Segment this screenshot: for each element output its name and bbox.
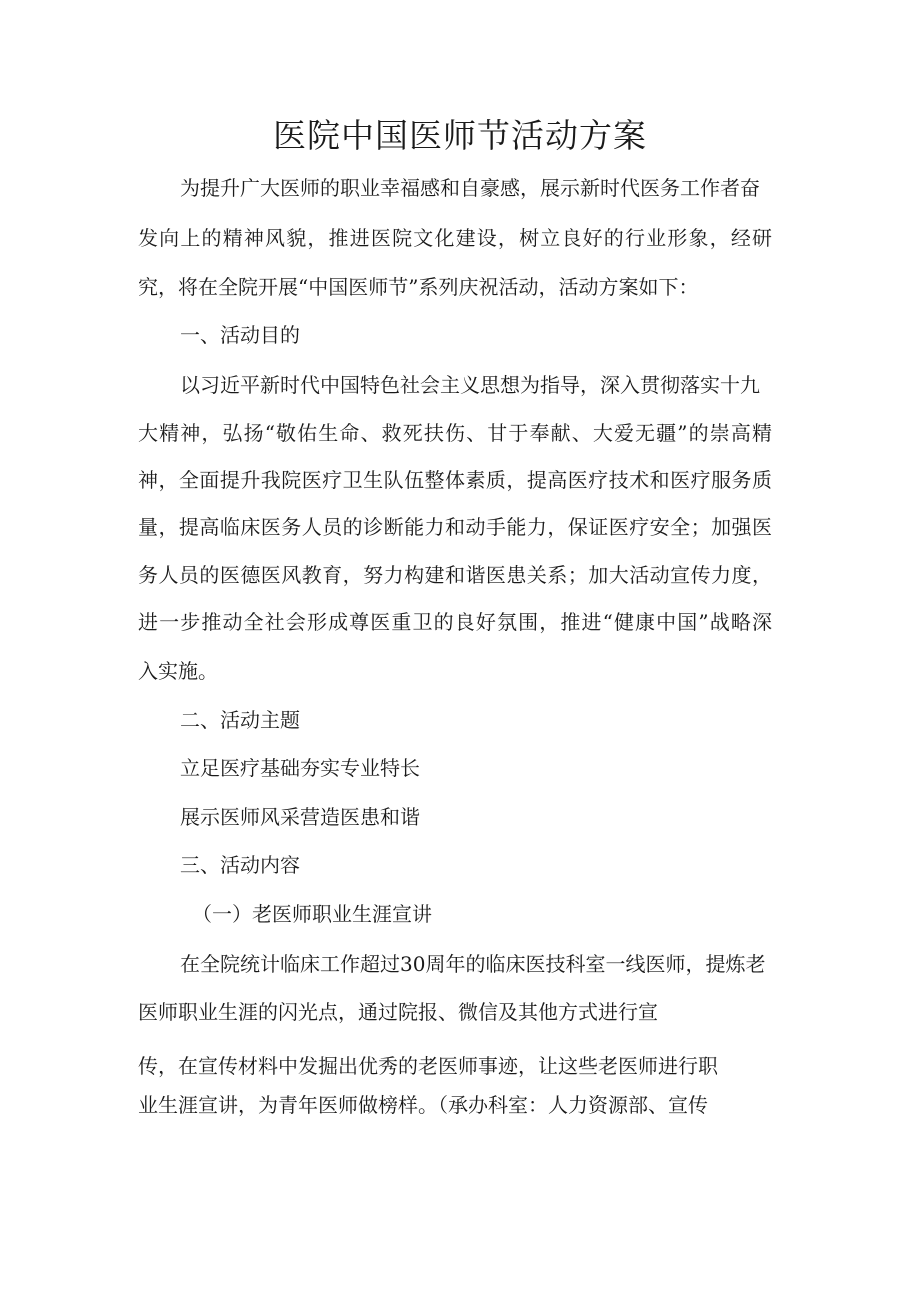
theme-line: 展示医师风采营造医患和谐 bbox=[180, 805, 420, 829]
section-heading: 三、活动内容 bbox=[180, 853, 300, 877]
document-title: 医院中国医师节活动方案 bbox=[273, 116, 647, 155]
paragraph-line: 务人员的医德医风教育，努力构建和谐医患关系；加大活动宣传力度， bbox=[138, 563, 772, 587]
paragraph-line: 在全院统计临床工作超过30周年的临床医技科室一线医师，提炼老 bbox=[180, 952, 766, 976]
theme-line: 立足医疗基础夯实专业特长 bbox=[180, 756, 420, 780]
paragraph-line: 进一步推动全社会形成尊医重卫的良好氛围，推进“健康中国”战略深 bbox=[138, 610, 772, 634]
intro-line: 为提升广大医师的职业幸福感和自豪感，展示新时代医务工作者奋 bbox=[180, 176, 760, 200]
paragraph-line: 以习近平新时代中国特色社会主义思想为指导，深入贯彻落实十九 bbox=[180, 373, 760, 397]
paragraph-line: 入实施。 bbox=[138, 659, 218, 683]
paragraph-line: 业生涯宣讲，为青年医师做榜样。（承办科室：人力资源部、宣传 bbox=[138, 1093, 708, 1117]
intro-line: 究，将在全院开展“中国医师节”系列庆祝活动，活动方案如下： bbox=[138, 275, 699, 299]
paragraph-line: 大精神，弘扬“敬佑生命、救死扶伤、甘于奉献、大爱无疆”的崇高精 bbox=[138, 421, 772, 445]
paragraph-line: 量，提高临床医务人员的诊断能力和动手能力，保证医疗安全；加强医 bbox=[138, 515, 772, 539]
intro-line: 发向上的精神风貌，推进医院文化建设，树立良好的行业形象，经研 bbox=[138, 226, 772, 250]
section-heading: 一、活动目的 bbox=[180, 323, 300, 347]
subsection-heading: （一）老医师职业生涯宣讲 bbox=[192, 902, 432, 926]
section-heading: 二、活动主题 bbox=[180, 708, 300, 732]
paragraph-line: 医师职业生涯的闪光点，通过院报、微信及其他方式进行宣 bbox=[138, 1000, 658, 1024]
paragraph-line: 传，在宣传材料中发掘出优秀的老医师事迹，让这些老医师进行职 bbox=[138, 1054, 718, 1078]
paragraph-line: 神，全面提升我院医疗卫生队伍整体素质，提高医疗技术和医疗服务质 bbox=[138, 468, 772, 492]
